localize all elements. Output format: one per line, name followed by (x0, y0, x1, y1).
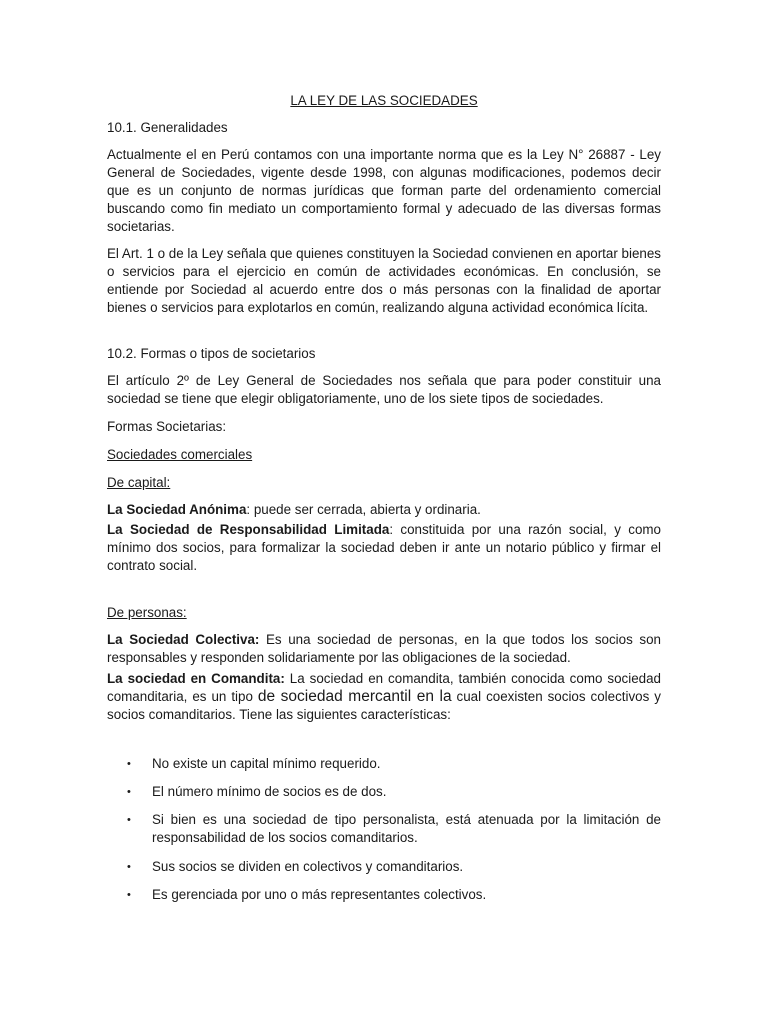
bullet-text: El número mínimo de socios es de dos. (152, 784, 387, 799)
term-sociedad-colectiva: La Sociedad Colectiva: (107, 632, 260, 647)
paragraph-art-2: El artículo 2º de Ley General de Sociedades nos señala que para poder constituir una sociedad se tiene que elegir obligatoriamente, uno de los siete tipos de sociedades. (107, 373, 661, 406)
desc-sociedad-colectiva: Es una sociedad de personas, en la que todos los socios son responsables y responden solidariamente por las obligaciones de la sociedad. (107, 632, 661, 665)
de-capital-label: De capital: (107, 475, 171, 490)
paragraph-intro: Actualmente el en Perú contamos con una importante norma que es la Ley N° 26887 - Ley General de Sociedades, vigente desde 1998, con algunas modificaciones, podemos decir que es un conjunto de normas jurídicas que forman parte del ordenamiento comercial buscando como fin mediato un comportamiento formal y adecuado de las diversas formas societarias. (107, 147, 661, 234)
bullet-icon: • (127, 889, 131, 901)
document-title: LA LEY DE LAS SOCIEDADES (290, 93, 478, 108)
desc-comandita-a: La sociedad en comandita, también conocida como sociedad comanditaria, es un tipo (107, 671, 661, 704)
bullet-text: Es gerenciada por uno o más representantes colectivos. (152, 887, 487, 902)
section-heading-generalidades: 10.1. Generalidades (107, 120, 228, 135)
sociedades-comerciales-label: Sociedades comerciales (107, 447, 253, 462)
bullet-text: Si bien es una sociedad de tipo personalista, está atenuada por la limitación de responsabilidad de los socios comanditarios. (152, 812, 661, 845)
list-item (107, 811, 661, 847)
item-sociedad-anonima (107, 501, 661, 519)
term-srl: La Sociedad de Responsabilidad Limitada (107, 522, 390, 537)
item-sociedad-comandita (107, 670, 661, 724)
bullet-icon: • (127, 786, 131, 798)
de-personas-label: De personas: (107, 605, 187, 620)
desc-comandita-b: cual coexisten socios colectivos y socios comanditarios. Tiene las siguientes características: (107, 689, 661, 722)
list-item (107, 783, 661, 801)
list-item (107, 755, 661, 773)
term-sociedad-anonima: La Sociedad Anónima (107, 502, 247, 517)
bullet-text: Sus socios se dividen en colectivos y comanditarios. (152, 859, 464, 874)
formas-societarias-label: Formas Societarias: (107, 419, 227, 434)
term-sociedad-comandita: La sociedad en Comandita: (107, 671, 285, 686)
section-heading-formas: 10.2. Formas o tipos de societarios (107, 346, 316, 361)
item-srl (107, 521, 661, 575)
list-item (107, 886, 661, 904)
desc-sociedad-anonima: : puede ser cerrada, abierta y ordinaria. (246, 502, 481, 517)
bullet-icon: • (127, 758, 131, 770)
desc-comandita-emphasis: de sociedad mercantil en la (257, 688, 452, 705)
list-item (107, 858, 661, 876)
bullet-icon: • (127, 861, 131, 873)
bullet-text: No existe un capital mínimo requerido. (152, 756, 381, 771)
paragraph-art-1: El Art. 1 o de la Ley señala que quienes constituyen la Sociedad convienen en aportar bienes o servicios para el ejercicio en común de actividades económicas. En conclusión, se entiende por Sociedad al acuerdo entre dos o más personas con la finalidad de aportar bienes o servicios para explotarlos en común, realizando alguna actividad económica lícita. (107, 246, 661, 315)
item-sociedad-colectiva (107, 631, 661, 667)
desc-srl: : constituida por una razón social, y como mínimo dos socios, para formalizar la sociedad deben ir ante un notario público y firmar el contrato social. (107, 522, 661, 573)
bullet-icon: • (127, 814, 131, 826)
